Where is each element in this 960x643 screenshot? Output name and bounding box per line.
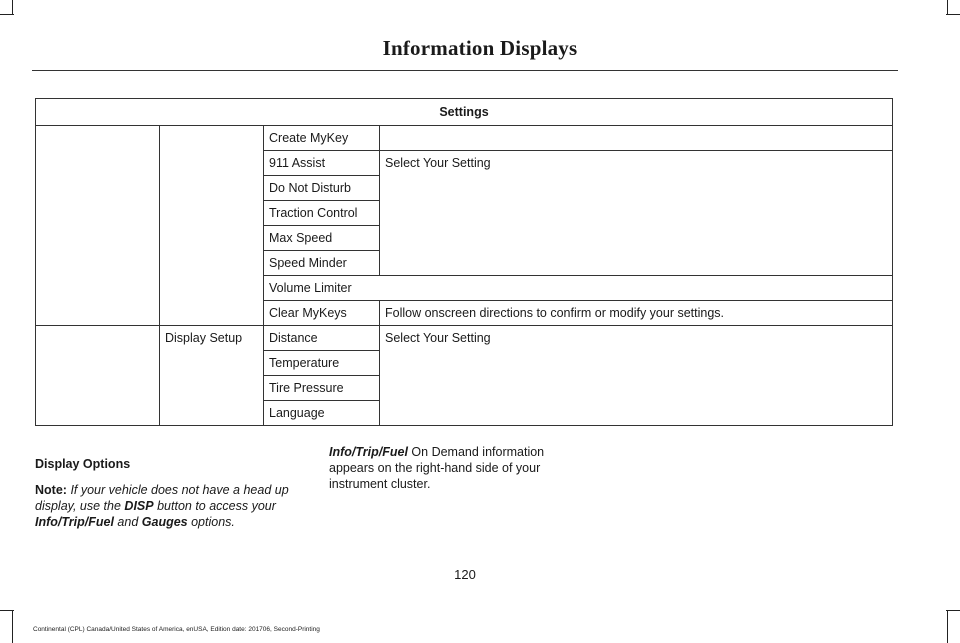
note-text: If your vehicle does not have a head up display, use the bbox=[35, 483, 289, 513]
table-cell-empty bbox=[36, 326, 160, 426]
table-cell: Language bbox=[264, 401, 380, 426]
crop-mark-top-right-v bbox=[947, 0, 948, 14]
table-cell: 911 Assist bbox=[264, 151, 380, 176]
note-label: Note: bbox=[35, 483, 67, 497]
table-cell: Tire Pressure bbox=[264, 376, 380, 401]
crop-mark-bottom-left-h bbox=[0, 610, 14, 611]
table-cell: Select Your Setting bbox=[380, 151, 893, 276]
settings-table bbox=[35, 98, 893, 426]
table-cell: Do Not Disturb bbox=[264, 176, 380, 201]
table-cell: Max Speed bbox=[264, 226, 380, 251]
table-cell: Follow onscreen directions to confirm or modify your settings. bbox=[380, 301, 893, 326]
crop-mark-top-right-h bbox=[946, 14, 960, 15]
table-title: Settings bbox=[36, 99, 893, 126]
note-text: button to access your bbox=[157, 499, 276, 513]
crop-mark-top-left-h bbox=[0, 14, 14, 15]
table-cell-empty bbox=[36, 126, 160, 326]
table-cell-empty bbox=[160, 126, 264, 326]
table-cell: Create MyKey bbox=[264, 126, 380, 151]
table-cell: Speed Minder bbox=[264, 251, 380, 276]
page-number: 120 bbox=[454, 567, 476, 582]
note-text: options. bbox=[191, 515, 235, 529]
info-term: Info/Trip/Fuel bbox=[329, 445, 408, 459]
crop-mark-bottom-right-v bbox=[947, 610, 948, 643]
page-footer: Continental (CPL) Canada/United States of America, enUSA, Edition date: 201706, Second-Printing bbox=[33, 626, 320, 633]
note-option-name: Info/Trip/Fuel bbox=[35, 515, 114, 529]
table-cell-empty bbox=[380, 126, 893, 151]
table-cell: Traction Control bbox=[264, 201, 380, 226]
note-option-name: Gauges bbox=[141, 515, 188, 529]
info-text: On Demand information appears on the right-hand side of your instrument cluster. bbox=[329, 445, 545, 491]
table-cell: Select Your Setting bbox=[380, 326, 893, 426]
page-header: Information Displays bbox=[382, 36, 578, 60]
section-heading: Display Options bbox=[35, 457, 131, 471]
note-button-name: DISP bbox=[124, 499, 154, 513]
table-cell: Display Setup bbox=[160, 326, 264, 426]
note-paragraph bbox=[35, 482, 305, 530]
crop-mark-bottom-right-h bbox=[946, 610, 960, 611]
crop-mark-top-left-v bbox=[12, 0, 13, 14]
info-paragraph bbox=[329, 444, 591, 492]
table-cell: Clear MyKeys bbox=[264, 301, 380, 326]
note-text: and bbox=[117, 515, 139, 529]
crop-mark-bottom-left-v bbox=[12, 610, 13, 643]
table-cell: Distance bbox=[264, 326, 380, 351]
table-cell: Temperature bbox=[264, 351, 380, 376]
table-cell: Volume Limiter bbox=[264, 276, 893, 301]
header-divider bbox=[32, 70, 898, 71]
